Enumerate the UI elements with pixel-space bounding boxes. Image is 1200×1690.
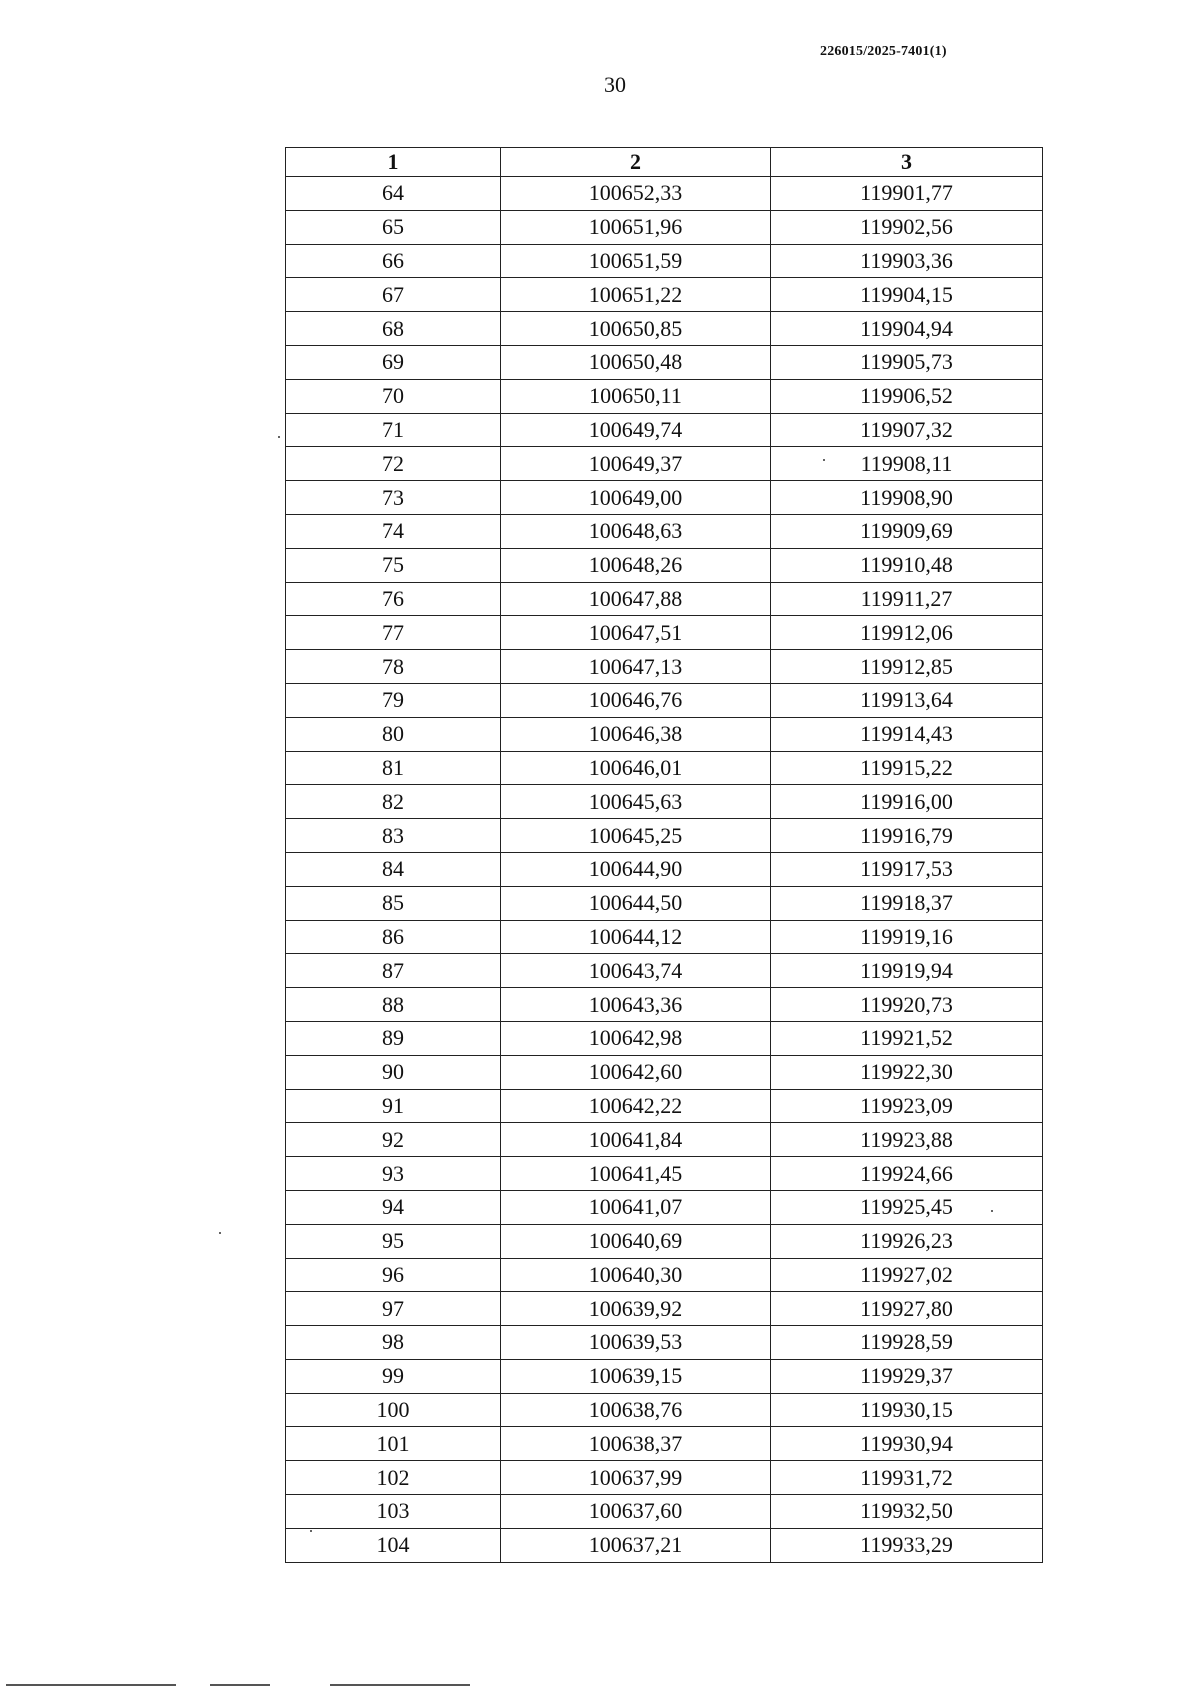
point-number-cell: 102 <box>286 1461 501 1495</box>
header-row <box>286 148 1043 177</box>
point-number-cell: 68 <box>286 312 501 346</box>
y-coordinate-cell: 119919,16 <box>771 920 1043 954</box>
y-coordinate-cell: 119906,52 <box>771 379 1043 413</box>
point-number-cell: 83 <box>286 819 501 853</box>
table-row <box>286 582 1043 616</box>
point-number-cell: 94 <box>286 1190 501 1224</box>
x-coordinate-cell: 100642,22 <box>501 1089 771 1123</box>
y-coordinate-cell: 119914,43 <box>771 717 1043 751</box>
y-coordinate-cell: 119913,64 <box>771 683 1043 717</box>
y-coordinate-cell: 119903,36 <box>771 244 1043 278</box>
y-coordinate-cell: 119917,53 <box>771 852 1043 886</box>
point-number-cell: 72 <box>286 447 501 481</box>
x-coordinate-cell: 100648,63 <box>501 514 771 548</box>
y-coordinate-cell: 119922,30 <box>771 1055 1043 1089</box>
x-coordinate-cell: 100643,74 <box>501 954 771 988</box>
scan-speck <box>823 459 825 461</box>
point-number-cell: 93 <box>286 1157 501 1191</box>
table-row <box>286 988 1043 1022</box>
y-coordinate-cell: 119911,27 <box>771 582 1043 616</box>
table-row <box>286 312 1043 346</box>
point-number-cell: 64 <box>286 177 501 211</box>
y-coordinate-cell: 119918,37 <box>771 886 1043 920</box>
point-number-cell: 70 <box>286 379 501 413</box>
x-coordinate-cell: 100646,76 <box>501 683 771 717</box>
table-row <box>286 819 1043 853</box>
table-row <box>286 785 1043 819</box>
point-number-cell: 85 <box>286 886 501 920</box>
y-coordinate-cell: 119919,94 <box>771 954 1043 988</box>
table-row <box>286 683 1043 717</box>
y-coordinate-cell: 119902,56 <box>771 210 1043 244</box>
point-number-cell: 95 <box>286 1224 501 1258</box>
table-row <box>286 514 1043 548</box>
y-coordinate-cell: 119923,09 <box>771 1089 1043 1123</box>
y-coordinate-cell: 119908,11 <box>771 447 1043 481</box>
point-number-cell: 87 <box>286 954 501 988</box>
x-coordinate-cell: 100651,22 <box>501 278 771 312</box>
point-number-cell: 98 <box>286 1326 501 1360</box>
x-coordinate-cell: 100640,69 <box>501 1224 771 1258</box>
y-coordinate-cell: 119904,15 <box>771 278 1043 312</box>
table-row <box>286 1055 1043 1089</box>
x-coordinate-cell: 100650,85 <box>501 312 771 346</box>
y-coordinate-cell: 119929,37 <box>771 1359 1043 1393</box>
x-coordinate-cell: 100645,63 <box>501 785 771 819</box>
point-number-cell: 69 <box>286 345 501 379</box>
x-coordinate-cell: 100648,26 <box>501 548 771 582</box>
table-row <box>286 481 1043 515</box>
point-number-cell: 97 <box>286 1292 501 1326</box>
table-row <box>286 1089 1043 1123</box>
x-coordinate-cell: 100641,45 <box>501 1157 771 1191</box>
table-row <box>286 1123 1043 1157</box>
x-coordinate-cell: 100650,11 <box>501 379 771 413</box>
y-coordinate-cell: 119930,94 <box>771 1427 1043 1461</box>
x-coordinate-cell: 100646,01 <box>501 751 771 785</box>
y-coordinate-cell: 119921,52 <box>771 1021 1043 1055</box>
table-row <box>286 1393 1043 1427</box>
table-header <box>286 148 1043 177</box>
x-coordinate-cell: 100649,74 <box>501 413 771 447</box>
x-coordinate-cell: 100645,25 <box>501 819 771 853</box>
coordinates-table <box>285 147 1043 1563</box>
y-coordinate-cell: 119925,45 <box>771 1190 1043 1224</box>
x-coordinate-cell: 100649,00 <box>501 481 771 515</box>
x-coordinate-cell: 100638,37 <box>501 1427 771 1461</box>
x-coordinate-cell: 100639,53 <box>501 1326 771 1360</box>
x-coordinate-cell: 100642,60 <box>501 1055 771 1089</box>
y-coordinate-cell: 119931,72 <box>771 1461 1043 1495</box>
point-number-cell: 77 <box>286 616 501 650</box>
x-coordinate-cell: 100643,36 <box>501 988 771 1022</box>
point-number-cell: 103 <box>286 1495 501 1529</box>
y-coordinate-cell: 119927,02 <box>771 1258 1043 1292</box>
point-number-cell: 75 <box>286 548 501 582</box>
y-coordinate-cell: 119908,90 <box>771 481 1043 515</box>
x-coordinate-cell: 100641,84 <box>501 1123 771 1157</box>
x-coordinate-cell: 100647,13 <box>501 650 771 684</box>
table-row <box>286 210 1043 244</box>
point-number-cell: 80 <box>286 717 501 751</box>
table-row <box>286 1258 1043 1292</box>
table-row <box>286 548 1043 582</box>
point-number-cell: 79 <box>286 683 501 717</box>
point-number-cell: 81 <box>286 751 501 785</box>
table-row <box>286 177 1043 211</box>
document-id: 226015/2025-7401(1) <box>820 44 947 59</box>
table-row <box>286 751 1043 785</box>
bottom-scan-rule <box>330 1684 470 1686</box>
point-number-cell: 91 <box>286 1089 501 1123</box>
table-row <box>286 852 1043 886</box>
table-row <box>286 650 1043 684</box>
table-row <box>286 278 1043 312</box>
y-coordinate-cell: 119932,50 <box>771 1495 1043 1529</box>
x-coordinate-cell: 100638,76 <box>501 1393 771 1427</box>
x-coordinate-cell: 100640,30 <box>501 1258 771 1292</box>
column-header-3: 3 <box>771 148 1043 177</box>
table-row <box>286 1224 1043 1258</box>
y-coordinate-cell: 119904,94 <box>771 312 1043 346</box>
x-coordinate-cell: 100652,33 <box>501 177 771 211</box>
y-coordinate-cell: 119928,59 <box>771 1326 1043 1360</box>
table-row <box>286 1461 1043 1495</box>
point-number-cell: 99 <box>286 1359 501 1393</box>
column-header-1: 1 <box>286 148 501 177</box>
table-body <box>286 177 1043 1563</box>
x-coordinate-cell: 100647,51 <box>501 616 771 650</box>
y-coordinate-cell: 119901,77 <box>771 177 1043 211</box>
point-number-cell: 76 <box>286 582 501 616</box>
point-number-cell: 71 <box>286 413 501 447</box>
scan-speck <box>310 1530 312 1532</box>
y-coordinate-cell: 119933,29 <box>771 1528 1043 1562</box>
x-coordinate-cell: 100646,38 <box>501 717 771 751</box>
table-row <box>286 1190 1043 1224</box>
bottom-scan-rule <box>6 1684 176 1686</box>
point-number-cell: 65 <box>286 210 501 244</box>
point-number-cell: 82 <box>286 785 501 819</box>
y-coordinate-cell: 119905,73 <box>771 345 1043 379</box>
y-coordinate-cell: 119916,79 <box>771 819 1043 853</box>
x-coordinate-cell: 100639,92 <box>501 1292 771 1326</box>
scan-speck <box>278 436 280 438</box>
table-row <box>286 1157 1043 1191</box>
table-row <box>286 1359 1043 1393</box>
table-row <box>286 886 1043 920</box>
bottom-scan-rule <box>210 1684 270 1686</box>
point-number-cell: 100 <box>286 1393 501 1427</box>
point-number-cell: 74 <box>286 514 501 548</box>
point-number-cell: 67 <box>286 278 501 312</box>
x-coordinate-cell: 100647,88 <box>501 582 771 616</box>
y-coordinate-cell: 119924,66 <box>771 1157 1043 1191</box>
table-row <box>286 1292 1043 1326</box>
y-coordinate-cell: 119912,06 <box>771 616 1043 650</box>
y-coordinate-cell: 119927,80 <box>771 1292 1043 1326</box>
y-coordinate-cell: 119907,32 <box>771 413 1043 447</box>
table-row <box>286 954 1043 988</box>
y-coordinate-cell: 119926,23 <box>771 1224 1043 1258</box>
table-row <box>286 244 1043 278</box>
x-coordinate-cell: 100637,21 <box>501 1528 771 1562</box>
point-number-cell: 96 <box>286 1258 501 1292</box>
scan-speck <box>219 1232 221 1234</box>
page-number: 30 <box>604 72 626 97</box>
point-number-cell: 84 <box>286 852 501 886</box>
table-row <box>286 1495 1043 1529</box>
table-row <box>286 717 1043 751</box>
table-row <box>286 1427 1043 1461</box>
table-row <box>286 1528 1043 1562</box>
point-number-cell: 104 <box>286 1528 501 1562</box>
point-number-cell: 90 <box>286 1055 501 1089</box>
x-coordinate-cell: 100651,96 <box>501 210 771 244</box>
table-row <box>286 413 1043 447</box>
y-coordinate-cell: 119923,88 <box>771 1123 1043 1157</box>
x-coordinate-cell: 100651,59 <box>501 244 771 278</box>
table-row <box>286 447 1043 481</box>
column-header-2: 2 <box>501 148 771 177</box>
point-number-cell: 73 <box>286 481 501 515</box>
point-number-cell: 86 <box>286 920 501 954</box>
x-coordinate-cell: 100649,37 <box>501 447 771 481</box>
table-row <box>286 1326 1043 1360</box>
y-coordinate-cell: 119920,73 <box>771 988 1043 1022</box>
y-coordinate-cell: 119930,15 <box>771 1393 1043 1427</box>
x-coordinate-cell: 100641,07 <box>501 1190 771 1224</box>
table-row <box>286 616 1043 650</box>
x-coordinate-cell: 100639,15 <box>501 1359 771 1393</box>
y-coordinate-cell: 119912,85 <box>771 650 1043 684</box>
point-number-cell: 101 <box>286 1427 501 1461</box>
x-coordinate-cell: 100637,99 <box>501 1461 771 1495</box>
point-number-cell: 78 <box>286 650 501 684</box>
x-coordinate-cell: 100642,98 <box>501 1021 771 1055</box>
point-number-cell: 92 <box>286 1123 501 1157</box>
y-coordinate-cell: 119915,22 <box>771 751 1043 785</box>
table-row <box>286 379 1043 413</box>
scan-speck <box>991 1210 993 1212</box>
y-coordinate-cell: 119909,69 <box>771 514 1043 548</box>
table-row <box>286 920 1043 954</box>
point-number-cell: 66 <box>286 244 501 278</box>
x-coordinate-cell: 100650,48 <box>501 345 771 379</box>
x-coordinate-cell: 100644,90 <box>501 852 771 886</box>
y-coordinate-cell: 119910,48 <box>771 548 1043 582</box>
x-coordinate-cell: 100644,50 <box>501 886 771 920</box>
x-coordinate-cell: 100637,60 <box>501 1495 771 1529</box>
y-coordinate-cell: 119916,00 <box>771 785 1043 819</box>
x-coordinate-cell: 100644,12 <box>501 920 771 954</box>
point-number-cell: 89 <box>286 1021 501 1055</box>
table-row <box>286 1021 1043 1055</box>
table-row <box>286 345 1043 379</box>
point-number-cell: 88 <box>286 988 501 1022</box>
